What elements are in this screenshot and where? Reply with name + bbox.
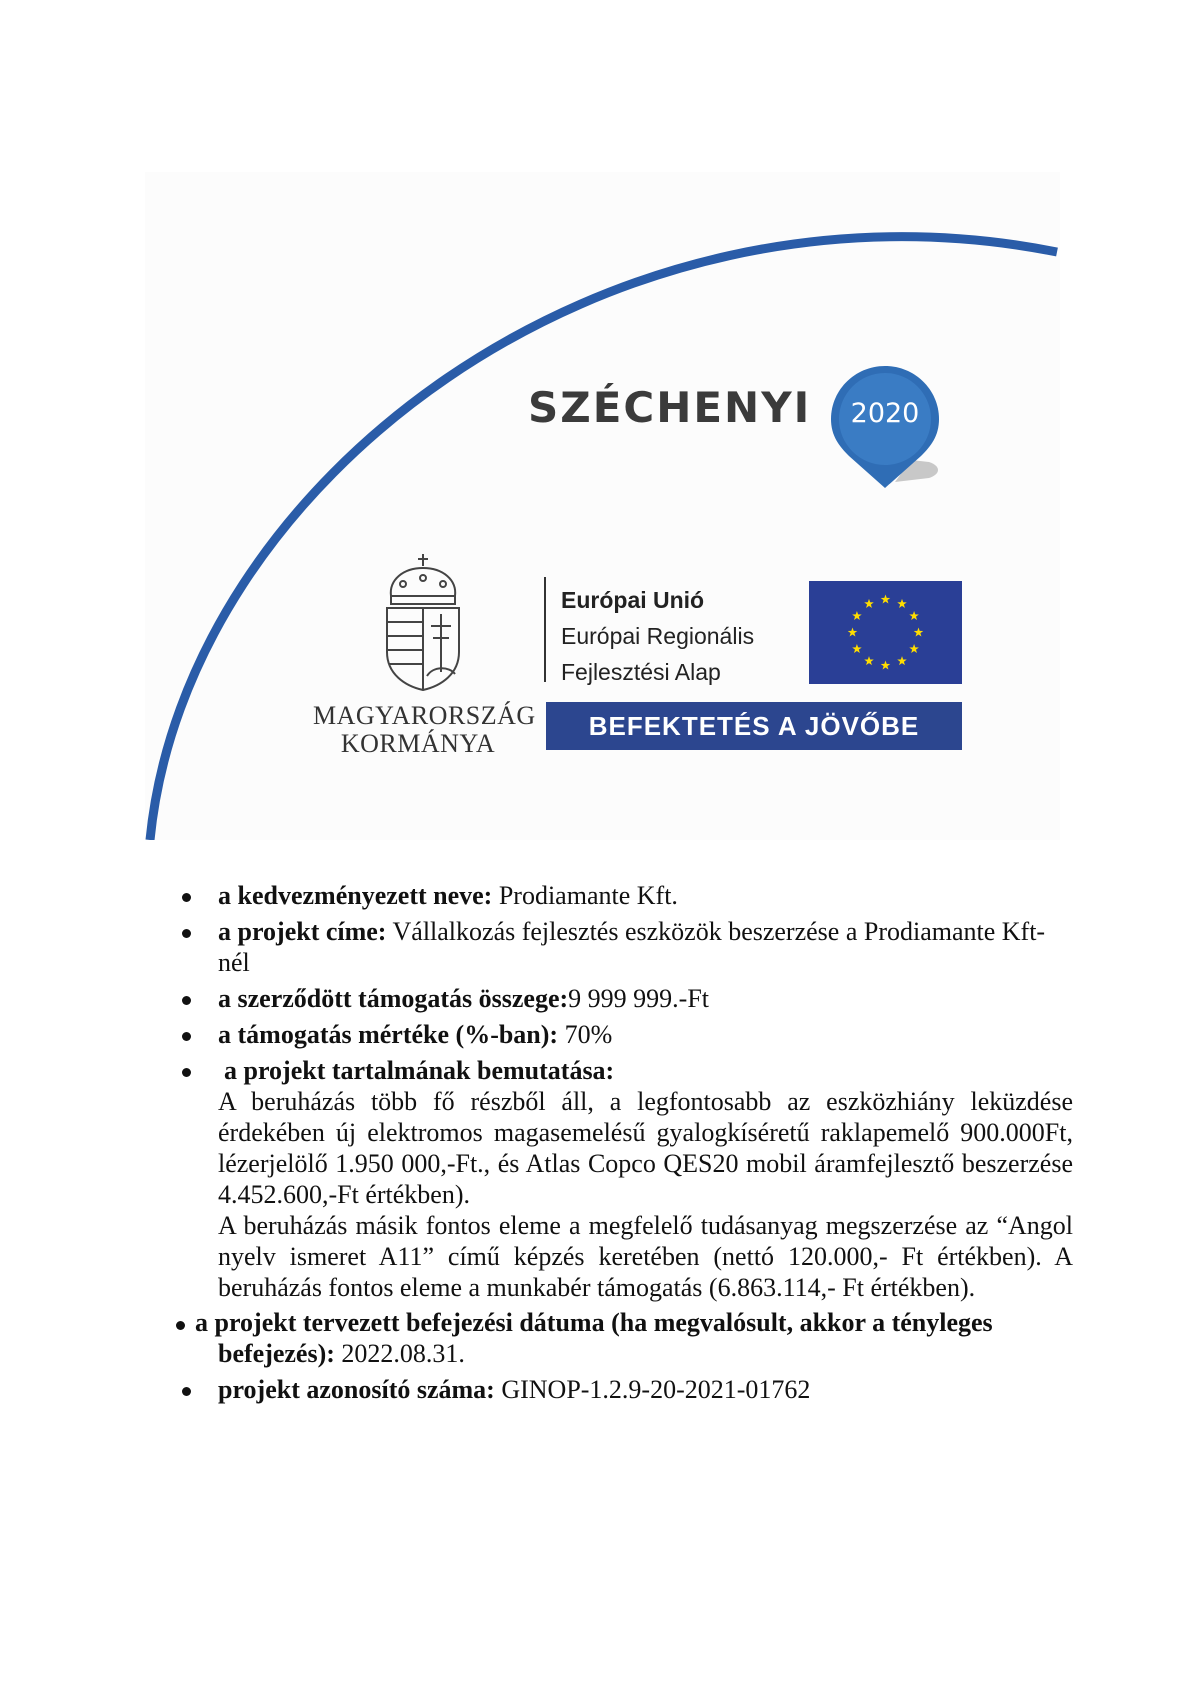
beneficiary-value: Prodiamante Kft. <box>492 881 678 910</box>
content-label: a projekt tartalmának bemutatása: <box>224 1056 615 1085</box>
amount-item <box>168 983 1073 1014</box>
project-title-item <box>168 916 1073 978</box>
slogan-banner: BEFEKTETÉS A JÖVŐBE <box>546 702 962 750</box>
project-id-item <box>168 1374 1073 1405</box>
amount-value: 9 999 999.-Ft <box>568 984 710 1013</box>
content-item <box>168 1055 1073 1303</box>
beneficiary-item <box>168 880 1073 911</box>
eu-fund-text <box>561 582 754 690</box>
bullet <box>182 929 191 938</box>
sponsor-banner <box>145 172 1060 840</box>
eu-title: Európai Unió <box>561 587 705 613</box>
content-description <box>218 1086 1073 1303</box>
eu-fund-line-2: Fejlesztési Alap <box>561 659 721 685</box>
bullet <box>176 1321 185 1330</box>
government-line-2: KORMÁNYA <box>340 729 496 758</box>
bullet <box>182 893 191 902</box>
year-label: 2020 <box>850 398 920 429</box>
rate-item <box>168 1019 1073 1050</box>
project-title-label: a projekt címe: <box>218 917 387 946</box>
eu-fund-line-1: Európai Regionális <box>561 623 755 649</box>
rate-value: 70% <box>558 1020 613 1049</box>
eu-flag-icon <box>809 581 962 684</box>
bullet <box>182 996 191 1005</box>
amount-label: a szerződött támogatás összege: <box>218 984 569 1013</box>
bullet <box>182 1032 191 1041</box>
rate-label: a támogatás mértéke (%-ban): <box>218 1020 559 1049</box>
project-id-label: projekt azonosító száma: <box>218 1375 495 1404</box>
content-paragraph-1: A beruházás több fő részből áll, a legfontosabb az eszközhiány leküzdése érdekében új elektromos magasemelésű gyalogkíséretű raklapemelő 900.000Ft, lézerjelölő 1.950 000,-Ft., és Atlas Copco QES20 mobil áramfejlesztő beszerzése 4.452.600,-Ft értékben). <box>218 1087 1073 1209</box>
szechenyi-logo-text: SZÉCHENYI <box>528 383 812 432</box>
project-id-value: GINOP-1.2.9-20-2021-01762 <box>494 1375 811 1404</box>
hungarian-coat-of-arms-icon <box>381 552 466 692</box>
project-title-value: Vállalkozás fejlesztés eszközök beszerzése a Prodiamante Kft-nél <box>218 917 1046 977</box>
bullet <box>182 1068 191 1077</box>
government-line-1: MAGYARORSZÁG <box>313 701 536 730</box>
bullet <box>182 1387 191 1396</box>
eu-divider <box>544 577 546 682</box>
beneficiary-label: a kedvezményezett neve: <box>218 881 493 910</box>
government-logo-text <box>313 701 536 758</box>
content-paragraph-2: A beruházás másik fontos eleme a megfelelő tudásanyag megszerzése az “Angol nyelv ismeret A11” című képzés keretében (nettó 120.000,- Ft értékben). A beruházás fontos eleme a munkabér támogatás (6.863.114,- Ft értékben). <box>218 1211 1073 1302</box>
completion-item <box>168 1307 1073 1369</box>
completion-label: a projekt tervezett befejezési dátuma (ha megvalósult, akkor a tényleges befejezés): <box>195 1308 993 1368</box>
project-info-list <box>168 880 1073 1410</box>
completion-value: 2022.08.31. <box>334 1339 465 1368</box>
